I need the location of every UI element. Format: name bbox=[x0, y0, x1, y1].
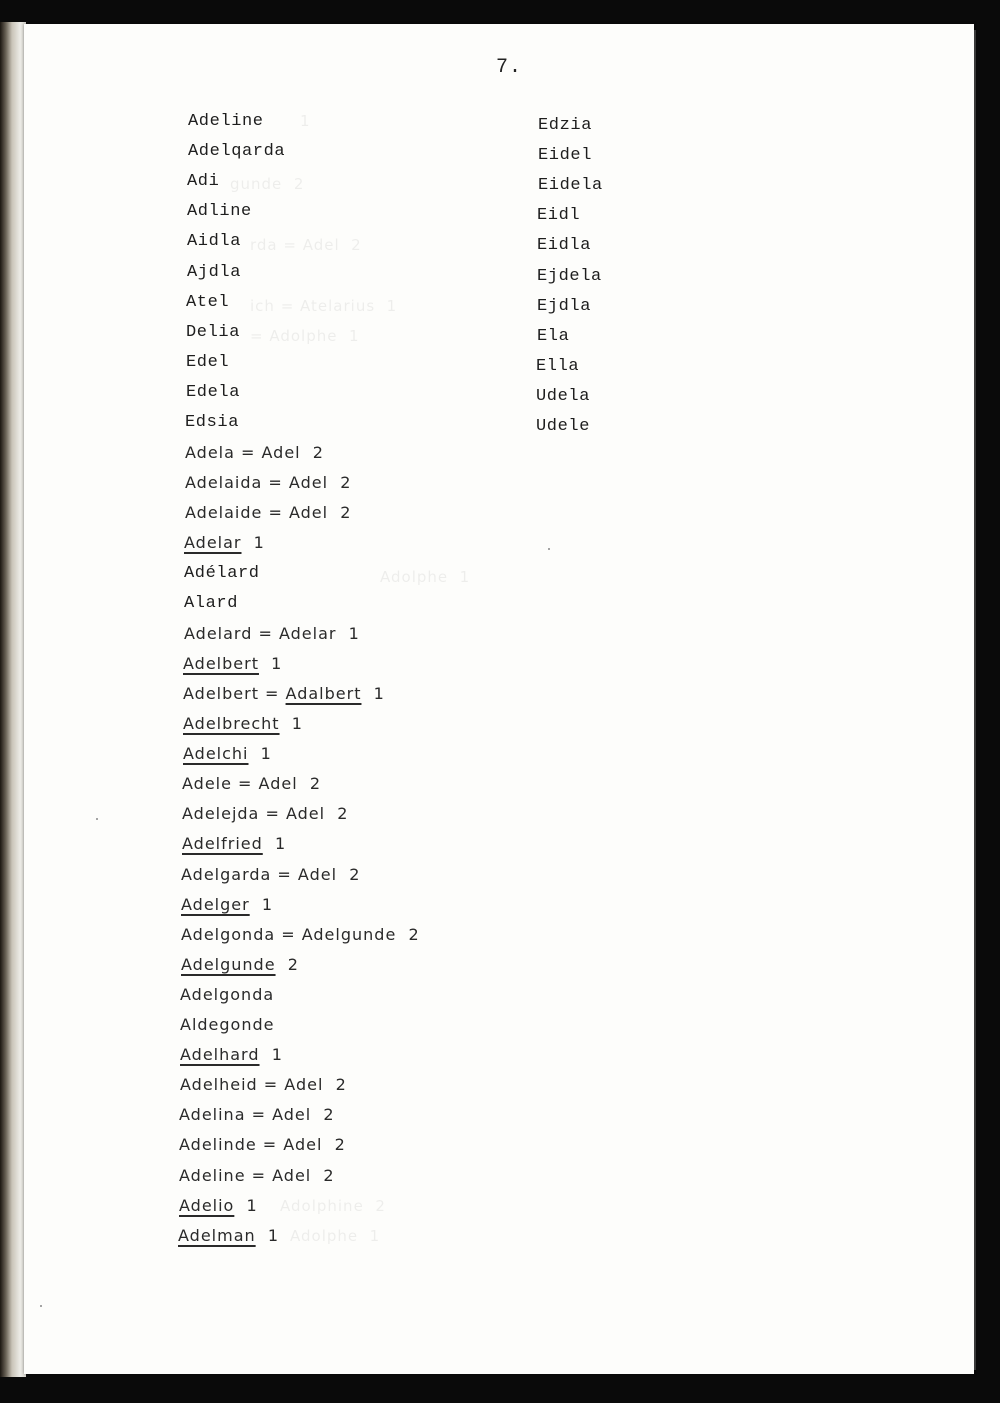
entry-line bbox=[179, 1105, 335, 1125]
show-through-text: rda = Adel 2 bbox=[250, 236, 362, 254]
variant-name: Ella bbox=[536, 356, 580, 376]
show-through-text: Adolphine 2 bbox=[280, 1197, 386, 1215]
entry-line bbox=[184, 624, 360, 644]
show-through-text: Adolphe 1 bbox=[380, 568, 471, 586]
entry-line bbox=[185, 413, 239, 433]
entry-detail: = Adel 2 bbox=[262, 503, 352, 523]
entry-name: Adeline bbox=[179, 1165, 246, 1185]
entry-line bbox=[178, 1226, 279, 1246]
entry-name: Alard bbox=[184, 593, 239, 613]
entry-name: Adelman bbox=[178, 1225, 256, 1245]
page-edge bbox=[974, 30, 976, 1370]
entry-reference: Adalbert bbox=[285, 683, 362, 703]
entry-name: Adelaide bbox=[185, 503, 263, 523]
entry-name: Edela bbox=[186, 382, 241, 402]
variant-name: Eidla bbox=[537, 236, 592, 256]
entry-name: Adelbrecht bbox=[183, 714, 280, 733]
book-binding bbox=[0, 22, 26, 1377]
entry-name: Adelar bbox=[184, 533, 242, 553]
entry-line bbox=[183, 714, 303, 734]
entry-detail: = Adel 2 bbox=[256, 1135, 346, 1155]
entry-name: Adela bbox=[185, 443, 235, 463]
paper-speck bbox=[96, 818, 98, 820]
entry-detail: 1 bbox=[249, 894, 274, 914]
entry-name: Aidla bbox=[187, 232, 242, 252]
variant-name: Ela bbox=[537, 326, 570, 346]
entry-detail: = Adel 2 bbox=[257, 1075, 347, 1095]
entry-line bbox=[186, 353, 229, 373]
entry-name: Adelgonda bbox=[181, 924, 276, 944]
entry-name: Adelqarda bbox=[188, 142, 286, 162]
entry-name: Adline bbox=[187, 202, 252, 222]
entry-line bbox=[188, 112, 264, 132]
entry-detail: 2 bbox=[275, 954, 299, 974]
show-through-text: gunde 2 bbox=[230, 175, 305, 193]
entry-detail: = Adelar 1 bbox=[252, 623, 360, 643]
entry-line bbox=[186, 293, 229, 313]
entry-line bbox=[182, 774, 321, 794]
show-through-text: = Adolphe 1 bbox=[250, 327, 360, 345]
entry-name: Adelbert bbox=[183, 683, 259, 703]
entry-detail: = Adel 2 bbox=[245, 1165, 335, 1185]
page-number: 7. bbox=[496, 56, 523, 79]
entry-line bbox=[181, 895, 273, 915]
entry-name: Adele bbox=[182, 774, 232, 794]
entry-name: Adelhard bbox=[180, 1045, 260, 1065]
entry-line bbox=[184, 533, 265, 553]
entry-name: Adelina bbox=[179, 1105, 246, 1125]
entry-detail: 1 bbox=[258, 653, 283, 673]
entry-detail: = Adel 2 bbox=[259, 804, 349, 824]
entry-line bbox=[179, 1196, 258, 1216]
paper-speck bbox=[40, 1305, 42, 1307]
entry-line bbox=[184, 564, 260, 584]
entry-detail: 1 bbox=[241, 533, 265, 553]
entry-name: Adelgonda bbox=[180, 984, 275, 1004]
entry-name: Adelbert bbox=[183, 653, 259, 673]
entry-name: Adelheid bbox=[180, 1075, 258, 1095]
entry-name: Adelejda bbox=[182, 804, 260, 824]
entry-name: Adelgarda bbox=[181, 864, 272, 884]
entry-line bbox=[180, 1075, 347, 1095]
variant-name: Eidela bbox=[538, 176, 603, 196]
show-through-text: ich = Atelarius 1 bbox=[250, 297, 398, 315]
entry-name: Adelio bbox=[179, 1195, 235, 1215]
entry-line bbox=[180, 985, 274, 1005]
show-through-text: Adolphe 1 bbox=[290, 1227, 381, 1245]
entry-line bbox=[181, 955, 299, 975]
entry-name: Adélard bbox=[184, 563, 260, 583]
entry-line bbox=[181, 925, 420, 945]
variant-name: Udela bbox=[536, 386, 591, 406]
entry-detail: 1 bbox=[248, 744, 272, 764]
entry-line bbox=[182, 804, 348, 824]
entry-line bbox=[179, 1135, 346, 1155]
entry-name: Adelchi bbox=[183, 744, 249, 764]
entry-line bbox=[187, 202, 252, 222]
entry-detail: 1 bbox=[255, 1225, 279, 1245]
entry-name: Adelinde bbox=[179, 1135, 257, 1155]
entry-name: Delia bbox=[186, 322, 241, 342]
entry-line bbox=[186, 323, 240, 343]
entry-line bbox=[186, 383, 240, 403]
entry-detail: = Adel 2 bbox=[271, 864, 361, 884]
paper-speck bbox=[548, 548, 550, 550]
variant-name: Eidel bbox=[538, 146, 593, 166]
variant-name: Udele bbox=[536, 417, 591, 436]
entry-name: Edel bbox=[186, 352, 230, 372]
entry-line bbox=[187, 232, 241, 252]
entry-line bbox=[185, 473, 351, 493]
entry-equals: = bbox=[258, 683, 286, 703]
entry-detail: = Adel 2 bbox=[231, 774, 321, 794]
entry-detail: 1 bbox=[279, 714, 303, 733]
entry-name: Edsia bbox=[185, 413, 240, 432]
entry-line bbox=[183, 744, 272, 764]
entry-name: Adi bbox=[187, 172, 220, 192]
entry-line bbox=[183, 654, 282, 674]
entry-line bbox=[185, 443, 324, 463]
entry-detail: = Adel 2 bbox=[262, 473, 352, 493]
entry-name: Adelgunde bbox=[181, 954, 276, 974]
entry-line bbox=[188, 142, 285, 162]
entry-detail: 1 bbox=[234, 1195, 258, 1215]
entry-line bbox=[184, 594, 238, 614]
document-page bbox=[24, 24, 974, 1374]
entry-line bbox=[179, 1166, 335, 1186]
entry-detail: = Adel 2 bbox=[245, 1105, 335, 1125]
variant-name: Ejdla bbox=[537, 296, 592, 316]
variant-name: Ejdela bbox=[537, 266, 602, 286]
entry-line bbox=[180, 1015, 274, 1035]
entry-detail: = Adel 2 bbox=[234, 443, 324, 463]
entry-name: Adelaida bbox=[185, 473, 263, 493]
entry-name: Atel bbox=[186, 292, 230, 312]
entry-detail: 1 bbox=[259, 1045, 283, 1065]
entry-line bbox=[185, 503, 351, 523]
entry-detail: 1 bbox=[361, 683, 385, 703]
entry-name: Aldegonde bbox=[180, 1015, 275, 1034]
entry-name: Ajdla bbox=[187, 262, 242, 282]
entry-line bbox=[182, 834, 286, 854]
entry-name: Adelger bbox=[181, 894, 250, 914]
entry-name: Adelfried bbox=[182, 834, 263, 854]
entry-line bbox=[181, 865, 360, 885]
entry-detail: 1 bbox=[262, 834, 287, 854]
variant-name: Edzia bbox=[538, 116, 593, 135]
variant-name: Eidl bbox=[537, 206, 581, 226]
entry-line bbox=[183, 684, 385, 704]
show-through-text: 1 bbox=[300, 112, 311, 130]
entry-name: Adeline bbox=[188, 112, 264, 131]
entry-line bbox=[187, 172, 219, 192]
entry-line bbox=[180, 1045, 283, 1065]
entry-line bbox=[187, 263, 241, 283]
entry-name: Adelard bbox=[184, 623, 253, 643]
entry-detail: = Adelgunde 2 bbox=[275, 924, 420, 944]
